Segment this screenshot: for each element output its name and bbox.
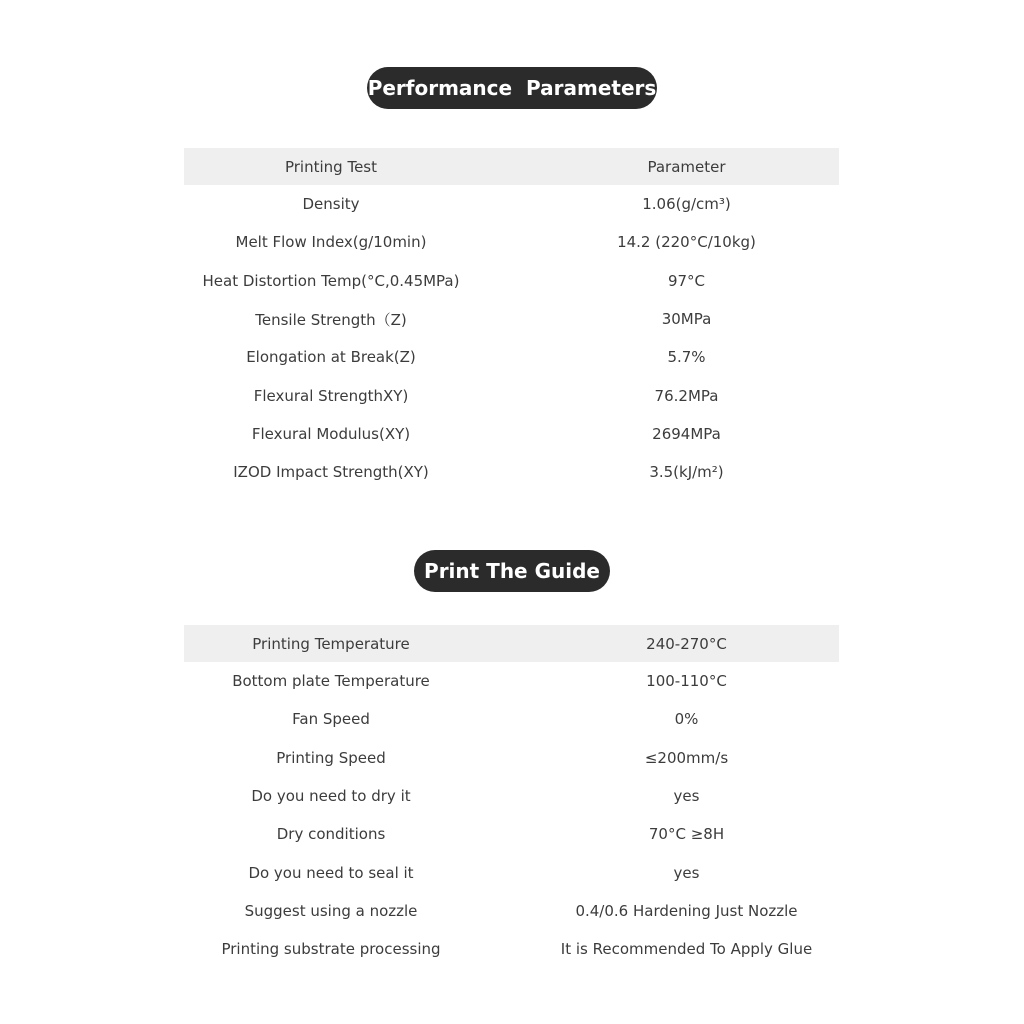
row-label: Density: [302, 195, 360, 214]
header-parameter: Parameter: [647, 157, 726, 176]
row-value: ≤200mm/s: [644, 748, 729, 767]
print-guide-table: [184, 625, 839, 968]
row-value: 14.2 (220°C/10kg): [617, 233, 756, 252]
row-value: 0%: [674, 710, 699, 729]
performance-parameters-table: [184, 148, 839, 491]
row-value: 70°C ≥8H: [648, 825, 725, 844]
table-row: [184, 376, 839, 414]
row-label: Do you need to seal it: [248, 863, 414, 882]
row-label: Melt Flow Index(g/10min): [235, 233, 427, 252]
table-row: [184, 777, 839, 815]
table-row: [184, 700, 839, 738]
row-value: 0.4/0.6 Hardening Just Nozzle: [575, 901, 798, 920]
row-label: Elongation at Break(Z): [246, 348, 416, 367]
table-row: [184, 815, 839, 853]
table-row: [184, 262, 839, 300]
print-guide-badge: Print The Guide: [414, 550, 610, 592]
row-value: 5.7%: [667, 348, 706, 367]
row-label: Printing Speed: [276, 748, 386, 767]
row-value: 1.06(g/cm³): [642, 195, 731, 214]
table-header-row: [184, 148, 839, 185]
row-label: IZOD Impact Strength(XY): [233, 463, 429, 482]
row-label: Dry conditions: [276, 825, 386, 844]
row-value: 240-270°C: [646, 634, 727, 653]
row-value: 100-110°C: [646, 672, 727, 691]
header-printing-test: Printing Test: [284, 157, 377, 176]
row-label: Flexural StrengthXY): [253, 386, 409, 405]
row-value: yes: [673, 787, 700, 806]
row-value: 3.5(kJ/m²): [649, 463, 724, 482]
table-row: [184, 930, 839, 968]
table-row: [184, 185, 839, 223]
row-value: 2694MPa: [652, 424, 721, 443]
table-row: [184, 739, 839, 777]
row-value: 30MPa: [661, 310, 712, 329]
table-row: [184, 338, 839, 376]
table-row: [184, 453, 839, 491]
row-label: Do you need to dry it: [251, 787, 411, 806]
performance-parameters-badge: Performance Parameters: [367, 67, 657, 109]
row-label: Printing Temperature: [252, 634, 410, 653]
row-label: Flexural Modulus(XY): [251, 424, 411, 443]
row-label: Tensile Strength（Z): [255, 310, 407, 329]
table-row: [184, 892, 839, 930]
row-label: Heat Distortion Temp(°C,0.45MPa): [202, 271, 460, 290]
row-label: Suggest using a nozzle: [244, 901, 418, 920]
row-value: It is Recommended To Apply Glue: [560, 940, 813, 959]
row-value: 76.2MPa: [654, 386, 719, 405]
row-label: Fan Speed: [292, 710, 370, 729]
row-label: Bottom plate Temperature: [232, 672, 430, 691]
row-value: 97°C: [667, 271, 706, 290]
table-row: [184, 625, 839, 662]
row-label: Printing substrate processing: [221, 940, 441, 959]
table-row: [184, 415, 839, 453]
table-row: [184, 300, 839, 338]
row-value: yes: [673, 863, 700, 882]
table-row: [184, 853, 839, 891]
table-row: [184, 662, 839, 700]
table-row: [184, 223, 839, 261]
